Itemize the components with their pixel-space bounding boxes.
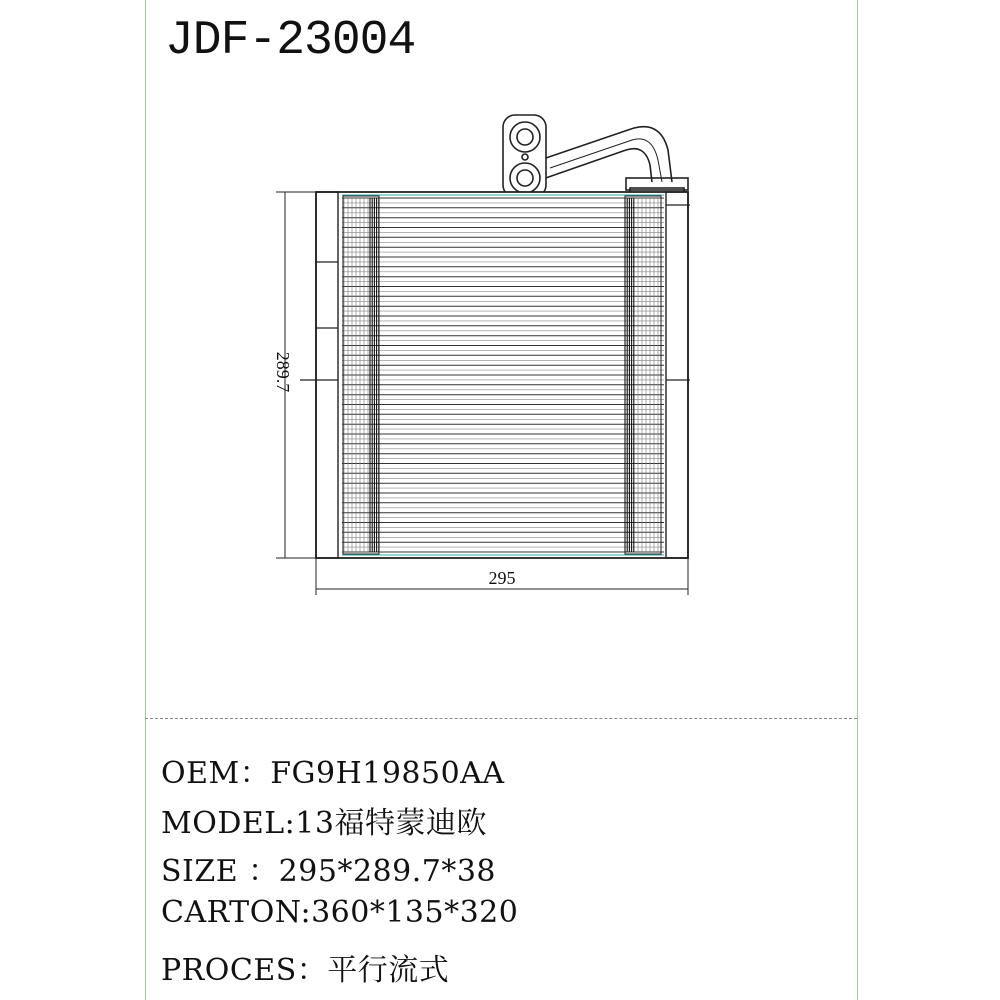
evaporator-core <box>300 192 690 558</box>
oem-line: OEM：FG9H19850AA <box>161 756 505 791</box>
part-number-title: JDF-23004 <box>165 14 416 68</box>
height-dimension-label: 289.7 <box>273 351 293 393</box>
pipe-flange-block <box>503 115 546 197</box>
process-line: PROCES：平行流式 <box>161 953 450 988</box>
size-line: SIZE ：295*289.7*38 <box>161 854 497 889</box>
section-divider <box>145 718 857 719</box>
refrigerant-pipe <box>540 127 688 194</box>
carton-line: CARTON:360*135*320 <box>161 895 519 930</box>
model-line: MODEL:13福特蒙迪欧 <box>161 806 487 841</box>
width-dimension-label: 295 <box>488 568 516 588</box>
